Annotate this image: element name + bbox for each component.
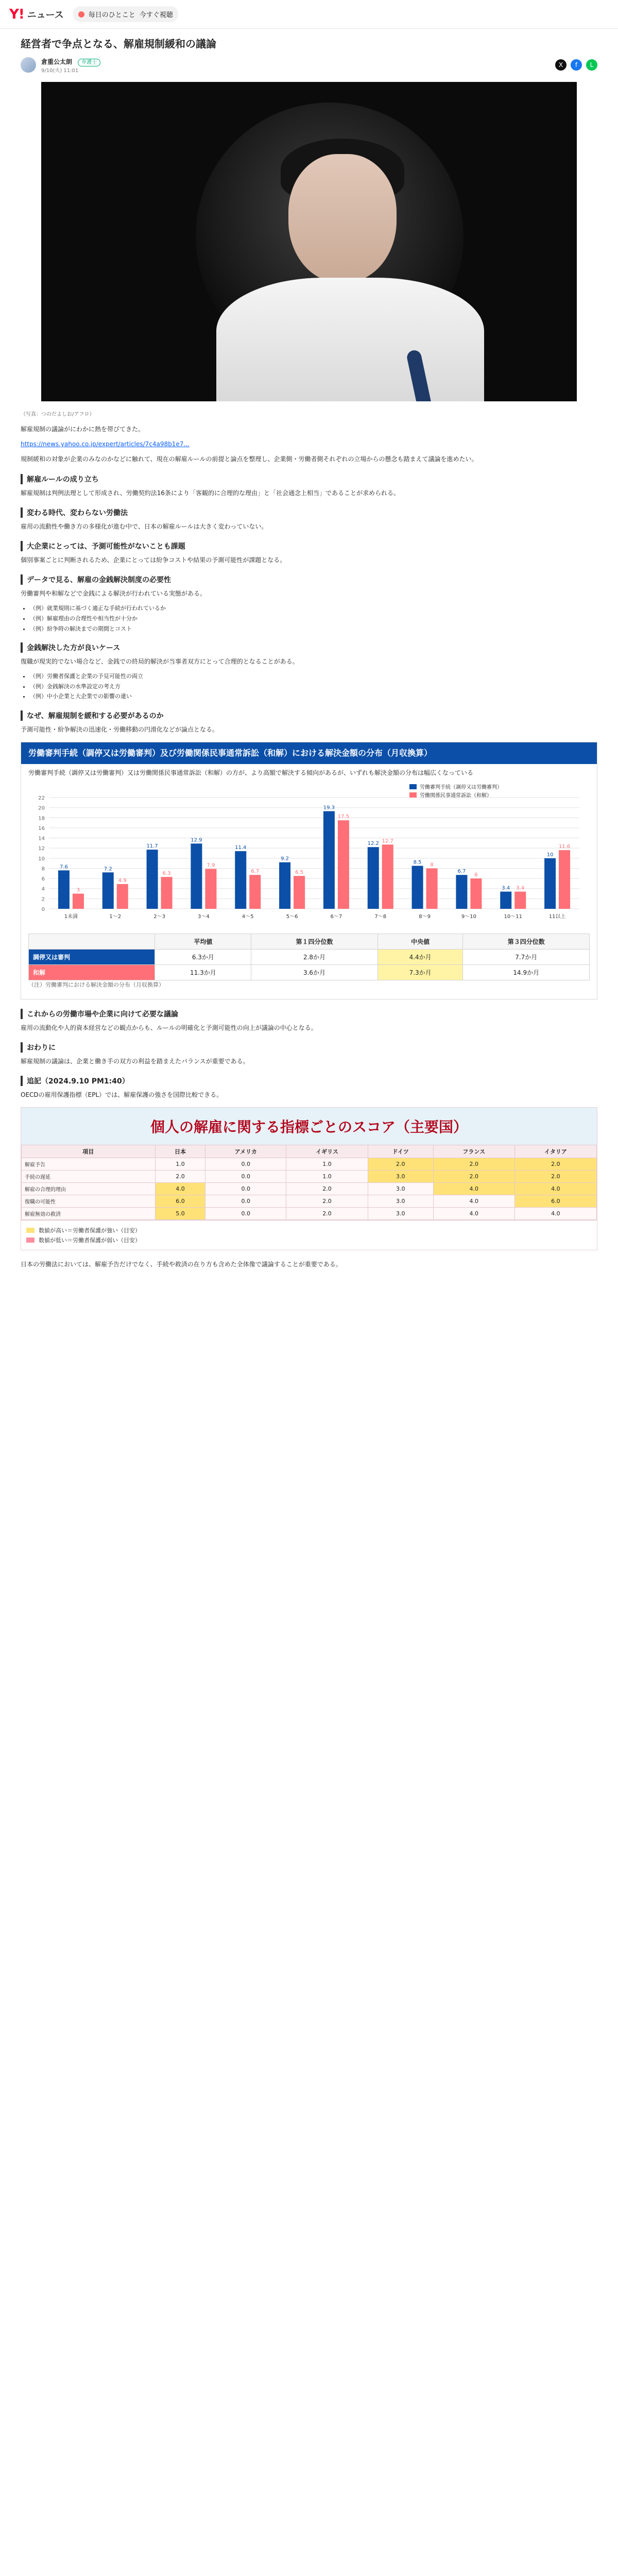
section-heading-2: 変わる時代、変わらない労働法 <box>21 507 597 518</box>
index-item: 復職の可能性 <box>22 1195 156 1208</box>
chart-subtitle: 労働審判手続（調停又は労働審判）又は労働関係民事通常訴訟（和解）の方が、より高額で解決する傾向があるが、いずれも解決金額の分布は幅広くなっている <box>28 769 474 776</box>
index-item: 解雇予告 <box>22 1158 156 1171</box>
index-row <box>22 1158 597 1171</box>
author-name[interactable]: 倉重公太朗 <box>41 58 73 65</box>
bar-series-a <box>235 851 246 909</box>
index-cell: 4.0 <box>514 1208 596 1220</box>
index-cell: 1.0 <box>155 1158 205 1171</box>
y-tick-label: 2 <box>41 896 45 903</box>
data-label: 6.7 <box>251 869 260 875</box>
section-text-4: 労働審判や和解などで金銭による解決が行われている実態がある。 <box>21 590 207 598</box>
table-cell: 11.3か月 <box>155 964 251 980</box>
bar-series-a <box>456 875 467 909</box>
section-heading-3: 大企業にとっては、予測可能性がないことも課題 <box>21 541 597 551</box>
hero-caption: （写真：つのだよしお/アフロ） <box>21 412 95 417</box>
index-cell: 4.0 <box>514 1183 596 1195</box>
data-label: 12.2 <box>367 841 379 847</box>
bullet-item: • （例）紛争時の解決までの期間とコスト <box>30 624 597 634</box>
data-label: 6.5 <box>295 870 304 876</box>
table-cell: 2.8か月 <box>251 949 377 964</box>
table-cell: 14.9か月 <box>463 964 590 980</box>
y-tick-label: 4 <box>41 886 45 892</box>
index-header: 日本 <box>155 1145 205 1158</box>
index-header: フランス <box>433 1145 514 1158</box>
index-body <box>22 1158 597 1220</box>
y-tick-label: 16 <box>38 825 45 832</box>
data-label: 4.9 <box>118 877 127 884</box>
brand-news: ニュース <box>27 9 64 21</box>
data-label: 3.4 <box>502 885 510 891</box>
data-label: 11.4 <box>235 844 247 851</box>
x-tick-label: 8〜9 <box>419 913 431 920</box>
x-tick-label: 2〜3 <box>153 913 165 920</box>
index-cell: 4.0 <box>155 1183 205 1195</box>
index-cell: 6.0 <box>514 1195 596 1208</box>
quicknav-pill[interactable] <box>73 6 178 22</box>
index-header: ドイツ <box>368 1145 433 1158</box>
avatar[interactable] <box>21 57 36 73</box>
bar-series-b <box>514 891 526 908</box>
bullet-item: • （例）中小企業と大企業での影響の違い <box>30 692 597 701</box>
section-text-6: 予測可能性・紛争解決の迅速化・労働移動の円滑化などが論点となる。 <box>21 726 219 734</box>
x-tick-label: 5〜6 <box>286 913 298 920</box>
author-block <box>21 56 100 74</box>
y-tick-label: 20 <box>38 805 45 811</box>
index-cell: 1.0 <box>286 1158 368 1171</box>
bullet-item: • （例）労働者保護と企業の予見可能性の両立 <box>30 672 597 681</box>
data-label: 12.7 <box>382 838 393 844</box>
data-label: 7.6 <box>59 864 68 870</box>
legend-swatch-b <box>409 792 417 798</box>
index-cell: 3.0 <box>368 1195 433 1208</box>
index-cell: 4.0 <box>433 1208 514 1220</box>
table-cell: 7.7か月 <box>463 949 590 964</box>
index-table <box>21 1145 597 1220</box>
data-label: 17.5 <box>337 814 350 820</box>
hero-shirt <box>216 278 484 401</box>
index-cell: 2.0 <box>514 1158 596 1171</box>
yahoo-news-logo[interactable] <box>9 7 64 22</box>
footer-space <box>21 1275 597 1296</box>
index-cell: 0.0 <box>205 1158 286 1171</box>
bar-series-b <box>470 878 482 909</box>
index-cell: 2.0 <box>155 1171 205 1183</box>
share-facebook-button[interactable] <box>571 59 582 71</box>
publish-meta: 9/10(火) 11:01 <box>41 68 79 74</box>
y-tick-label: 8 <box>41 866 45 872</box>
index-cell: 3.0 <box>368 1171 433 1183</box>
closing-paragraph: 日本の労働法においては、解雇予告だけでなく、手続や救済の在り方も含めた全体像で議論することが重要である。 <box>21 1261 342 1268</box>
data-label: 8 <box>430 862 434 868</box>
related-link[interactable]: https://news.yahoo.co.jp/expert/articles/7c4a98b1e7... <box>21 440 190 448</box>
index-cell: 2.0 <box>514 1171 596 1183</box>
section-heading-6: なぜ、解雇規制を緩和する必要があるのか <box>21 710 597 721</box>
index-item: 解雇の合理的理由 <box>22 1183 156 1195</box>
section-heading-4: データで見る、解雇の金銭解決制度の必要性 <box>21 574 597 585</box>
row-label: 調停又は審判 <box>29 949 155 964</box>
index-cell: 0.0 <box>205 1183 286 1195</box>
share-line-button[interactable] <box>586 59 597 71</box>
index-cell: 0.0 <box>205 1208 286 1220</box>
index-cell: 6.0 <box>155 1195 205 1208</box>
legend-swatch-a <box>409 784 417 789</box>
data-label: 7.9 <box>207 862 215 869</box>
section-text-1: 解雇規制は判例法理として形成され、労働契約法16条により「客観的に合理的な理由」と「社会通念上相当」であることが求められる。 <box>21 489 400 497</box>
index-item: 手続の遅延 <box>22 1171 156 1183</box>
index-cell: 4.0 <box>433 1195 514 1208</box>
top-bar <box>0 0 618 29</box>
bar-series-b <box>294 876 305 909</box>
x-tick-label: 11以上 <box>548 913 566 920</box>
epl-index-card <box>21 1107 597 1250</box>
table-cell: 6.3か月 <box>155 949 251 964</box>
bar-chart-svg <box>28 779 590 934</box>
table-row <box>29 964 590 980</box>
lower-text-3: OECDの雇用保護指標（EPL）では、解雇保護の強さを国際比較できる。 <box>21 1091 223 1099</box>
bar-series-b <box>382 844 393 909</box>
x-tick-label: 7〜8 <box>374 913 387 920</box>
index-legend-yellow <box>26 1226 592 1234</box>
x-icon: X <box>558 61 563 69</box>
chart-grid <box>49 798 579 909</box>
bar-series-b <box>426 868 438 909</box>
index-legend <box>21 1220 597 1250</box>
hero-face <box>288 154 397 283</box>
bar-series-a <box>102 872 114 909</box>
chart-bars <box>58 811 570 908</box>
red-legend-text: 数値が低い＝労働者保護が弱い（目安） <box>39 1237 141 1244</box>
bar-series-b <box>117 884 128 909</box>
article-title: 経営者で争点となる、解雇規制緩和の議論 <box>21 38 216 50</box>
table-cell: 4.4か月 <box>377 949 463 964</box>
x-tick-label: 1〜2 <box>109 913 122 920</box>
data-label: 7.2 <box>104 866 112 872</box>
x-tick-label: 4〜5 <box>242 913 254 920</box>
table-header: 中央値 <box>377 934 463 949</box>
index-header: イタリア <box>514 1145 596 1158</box>
legend-label-b: 労働関係民事通常訴訟（和解） <box>420 792 492 799</box>
bar-series-a <box>544 858 556 909</box>
bar-series-a <box>58 870 70 909</box>
table-header <box>29 934 155 949</box>
lower-text-1: 雇用の流動化や人的資本経営などの観点からも、ルールの明確化と予測可能性の向上が議論の中心となる。 <box>21 1024 317 1031</box>
author-badge: 弁護士 <box>78 59 100 66</box>
paragraph-1: 解雇規制の議論がにわかに熱を帯びてきた。 <box>21 426 145 433</box>
chart-footnote: （注）労働審判における解決金額の分布（月収換算） <box>28 981 164 988</box>
index-cell: 1.0 <box>286 1171 368 1183</box>
index-header: 項目 <box>22 1145 156 1158</box>
data-label: 9.2 <box>281 856 289 862</box>
data-label: 8.5 <box>413 859 422 866</box>
index-row <box>22 1171 597 1183</box>
share-x-button[interactable] <box>555 59 566 71</box>
index-cell: 2.0 <box>286 1195 368 1208</box>
index-header: イギリス <box>286 1145 368 1158</box>
yellow-legend-text: 数値が高い＝労働者保護が強い（目安） <box>39 1227 141 1234</box>
paragraph-link <box>21 439 597 449</box>
chart-wrap <box>21 779 597 999</box>
data-label: 3 <box>76 887 80 893</box>
bar-series-a <box>323 811 335 908</box>
index-cell: 2.0 <box>368 1158 433 1171</box>
lower-heading-3: 追記（2024.9.10 PM1:40） <box>21 1076 597 1086</box>
x-tick-label: 6〜7 <box>330 913 342 920</box>
index-cell: 0.0 <box>205 1171 286 1183</box>
bullets-1 <box>21 604 597 633</box>
bar-series-b <box>161 877 173 909</box>
bar-series-a <box>368 847 379 909</box>
bar-series-b <box>205 869 216 909</box>
quick-nav <box>73 6 178 22</box>
index-cell: 2.0 <box>286 1183 368 1195</box>
index-cell: 3.0 <box>368 1208 433 1220</box>
section-heading-1: 解雇ルールの成り立ち <box>21 474 597 484</box>
index-cell: 2.0 <box>433 1171 514 1183</box>
y-tick-label: 10 <box>38 856 45 862</box>
brand-y: Y! <box>9 6 24 22</box>
section-heading-5: 金銭解決した方が良いケース <box>21 642 597 653</box>
bullet-item: • （例）解雇理由の合理性や相当性が十分か <box>30 614 597 623</box>
article-content <box>21 29 597 1296</box>
bullet-item: • （例）金銭解決の水準設定の考え方 <box>30 682 597 691</box>
x-tick-label: 10〜11 <box>504 913 522 920</box>
bullet-item: • （例）就業規則に基づく適正な手続が行われているか <box>30 604 597 613</box>
index-legend-red <box>26 1236 592 1244</box>
table-header: 平均値 <box>155 934 251 949</box>
line-icon: L <box>590 61 594 69</box>
bar-series-a <box>191 843 202 909</box>
data-label: 3.4 <box>516 885 525 891</box>
data-label: 6.3 <box>162 870 171 876</box>
y-tick-label: 14 <box>38 836 45 842</box>
data-label: 19.3 <box>323 805 335 811</box>
resolution-amount-chart <box>21 742 597 999</box>
lower-sections <box>21 1009 597 1100</box>
y-tick-label: 22 <box>38 795 45 801</box>
bar-series-a <box>147 850 158 909</box>
lower-heading-1: これからの労働市場や企業に向けて必要な議論 <box>21 1009 597 1019</box>
row-label: 和解 <box>29 964 155 980</box>
index-row <box>22 1195 597 1208</box>
bar-series-b <box>338 820 349 909</box>
table-cell: 7.3か月 <box>377 964 463 980</box>
chart-legend <box>409 784 502 799</box>
index-title: 個人の解雇に関する指標ごとのスコア（主要国） <box>21 1108 597 1145</box>
bar-series-a <box>500 891 511 908</box>
y-tick-label: 18 <box>38 816 45 822</box>
index-cell: 0.0 <box>205 1195 286 1208</box>
section-text-5: 復職が現実的でない場合など、金銭での終局的解決が当事者双方にとって合理的となることがある。 <box>21 658 299 666</box>
lower-heading-2: おわりに <box>21 1042 597 1053</box>
data-label: 6.7 <box>457 869 466 875</box>
legend-label-a: 労働審判手続（調停又は労働審判） <box>420 784 502 790</box>
data-label: 11.7 <box>146 843 158 849</box>
index-cell: 4.0 <box>433 1183 514 1195</box>
red-dot-icon <box>78 11 84 18</box>
quicknav-right: 今すぐ視聴 <box>139 11 173 19</box>
index-row <box>22 1183 597 1195</box>
section-text-3: 個別事案ごとに判断されるため、企業にとっては紛争コストや結果の予測可能性が課題となる。 <box>21 556 286 564</box>
quicknav-label: 毎日のひとこと <box>88 11 135 19</box>
index-cell: 2.0 <box>433 1158 514 1171</box>
x-tick-label: 1未満 <box>64 913 78 920</box>
table-header: 第１四分位数 <box>251 934 377 949</box>
summary-table <box>28 934 590 980</box>
chart-title: 労働審判手続（調停又は労働審判）及び労働関係民事通常訴訟（和解）における解決金額の分布（月収換算） <box>21 742 597 764</box>
facebook-icon: f <box>575 61 578 69</box>
bar-series-b <box>73 893 84 908</box>
data-label: 11.6 <box>558 843 571 850</box>
paragraph-2: 規制緩和の対象が企業のみなのかなどに触れて、現在の解雇ルールの前提と論点を整理し、企業側・労働者側それぞれの立場からの懸念も踏まえて議論を進めたい。 <box>21 455 478 463</box>
index-cell: 3.0 <box>368 1183 433 1195</box>
index-item: 解雇無効の救済 <box>22 1208 156 1220</box>
index-cell: 2.0 <box>286 1208 368 1220</box>
x-tick-label: 9〜10 <box>461 913 476 920</box>
table-row <box>29 949 590 964</box>
bar-series-a <box>279 862 290 909</box>
share-buttons <box>555 59 597 71</box>
bar-series-a <box>412 866 423 908</box>
y-tick-label: 12 <box>38 846 45 852</box>
bullets-2 <box>21 672 597 701</box>
y-tick-label: 6 <box>41 876 45 882</box>
section-text-2: 雇用の流動性や働き方の多様化が進む中で、日本の解雇ルールは大きく変わっていない。 <box>21 522 268 530</box>
bar-series-b <box>249 875 261 909</box>
lower-text-2: 解雇規制の議論は、企業と働き手の双方の利益を踏まえたバランスが重要である。 <box>21 1058 249 1065</box>
yellow-swatch <box>26 1228 35 1233</box>
data-label: 6 <box>474 872 478 878</box>
table-header: 第３四分位数 <box>463 934 590 949</box>
red-swatch <box>26 1238 35 1243</box>
index-cell: 5.0 <box>155 1208 205 1220</box>
y-tick-label: 0 <box>41 906 45 912</box>
index-row <box>22 1208 597 1220</box>
bar-series-b <box>559 850 570 909</box>
data-label: 10 <box>546 852 554 858</box>
index-header: アメリカ <box>205 1145 286 1158</box>
x-tick-label: 3〜4 <box>198 913 210 920</box>
hero-image <box>41 82 577 401</box>
article-sections <box>21 474 597 735</box>
table-cell: 3.6か月 <box>251 964 377 980</box>
article-meta <box>21 56 597 74</box>
data-label: 12.9 <box>191 837 202 843</box>
